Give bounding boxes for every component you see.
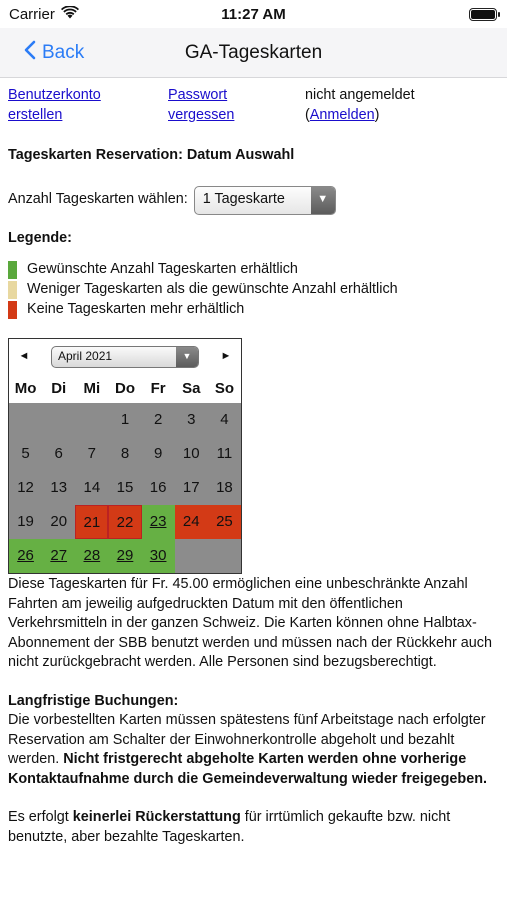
chevron-left-icon [24,40,36,66]
long-term-section [8,692,501,790]
main-content [0,78,507,847]
calendar-day [42,403,75,437]
legend-text: Gewünschte Anzahl Tageskarten erhältlich [27,261,298,278]
calendar-day-unavailable: 25 [208,505,241,539]
quantity-selected: 1 Tageskarte [202,191,285,208]
calendar [8,338,242,574]
calendar-day-unavailable: 21 [75,505,108,539]
calendar-day: 5 [9,437,42,471]
legend-swatch-red [8,301,17,319]
calendar-day: 8 [108,437,141,471]
calendar-day: 12 [9,471,42,505]
calendar-day: 11 [208,437,241,471]
calendar-week [9,471,241,505]
calendar-week [9,437,241,471]
refund-text: Es erfolgt keinerlei Rückerstattung für irrtümlich gekaufte bzw. nicht benutzte, aber bezahlte Tageskarten. [8,809,451,845]
legend-text: Keine Tageskarten mehr erhältlich [27,301,245,318]
prev-month-button[interactable]: ◄ [18,350,30,363]
calendar-day: 20 [42,505,75,539]
status-bar [0,0,507,28]
month-select[interactable] [51,346,199,368]
weekday-label: Mi [83,380,101,397]
calendar-day: 19 [9,505,42,539]
calendar-day-available[interactable]: 30 [142,539,175,573]
calendar-day: 9 [142,437,175,471]
weekday-label: Mo [14,380,37,397]
description-text: Diese Tageskarten für Fr. 45.00 ermöglichen eine unbeschränkte Anzahl Fahrten am jeweilig aufgedruckten Datum mit den öffentlichen Verkehrsmitteln in der ganzen Schweiz. Die Karten können ohne Halbtax-Abonnement der SBB benutzt werden und müssen nach der Rückkehr auch nicht zurückgebracht werden. Alle Personen sind bezugsberechtigt. [8,576,492,670]
legend-swatch-green [8,261,17,279]
calendar-nav [9,339,241,375]
legend-title: Legende: [8,229,72,246]
calendar-day: 6 [42,437,75,471]
login-status: nicht angemeldet (Anmelden) [305,87,415,123]
calendar-day-available[interactable]: 29 [108,539,141,573]
legend [8,260,501,320]
month-selected: April 2021 [58,349,113,364]
back-label: Back [42,41,85,63]
login-status-text: nicht angemeldet [305,87,415,103]
calendar-day [208,539,241,573]
carrier-area [9,6,79,23]
calendar-week [9,505,241,539]
page-title: GA-Tageskarten [184,41,323,63]
calendar-day-unavailable: 22 [108,505,141,539]
back-button[interactable] [0,40,84,66]
chevron-down-icon: ▼ [311,187,335,214]
calendar-day: 2 [142,403,175,437]
calendar-day: 10 [175,437,208,471]
create-account-link[interactable]: Benutzerkonto erstellen [8,87,101,123]
weekday-label: So [214,380,234,397]
legend-item [8,260,501,280]
calendar-day: 1 [108,403,141,437]
clock: 11:27 AM [221,5,286,23]
calendar-day-available[interactable]: 23 [142,505,175,539]
calendar-day: 16 [142,471,175,505]
navigation-bar [0,28,507,78]
long-term-title: Langfristige Buchungen: [8,692,179,709]
weekday-header [9,375,241,403]
calendar-day: 3 [175,403,208,437]
weekday-label: Fr [150,380,166,397]
calendar-week [9,539,241,573]
calendar-day: 15 [108,471,141,505]
long-term-text: Die vorbestellten Karten müssen spätestens fünf Arbeitstage nach erfolgter Reservation am Schalter der Einwohnerkontrolle abgeholt und bezahlt werden. Nicht fristgerecht abgeholte Karten werden ohne vorherige Kontaktaufnahme durch die Gemeindeverwaltung wieder freigegeben. [8,712,487,787]
weekday-label: Di [51,380,67,397]
legend-item [8,280,501,300]
legend-item [8,300,501,320]
calendar-day [75,403,108,437]
weekday-label: Do [114,380,135,397]
calendar-day [175,539,208,573]
quantity-label: Anzahl Tageskarten wählen: [8,191,188,208]
legend-swatch-yellow [8,281,17,299]
calendar-day-available[interactable]: 26 [9,539,42,573]
carrier-label: Carrier [9,5,55,23]
calendar-day: 17 [175,471,208,505]
quantity-select[interactable] [194,186,336,215]
calendar-day: 7 [75,437,108,471]
battery-icon [469,8,497,21]
forgot-password-link[interactable]: Passwort vergessen [168,87,235,123]
next-month-button[interactable]: ► [220,350,232,363]
weekday-label: Sa [182,380,201,397]
legend-text: Weniger Tageskarten als die gewünschte Anzahl erhältlich [27,281,398,298]
calendar-day-available[interactable]: 28 [75,539,108,573]
calendar-day: 13 [42,471,75,505]
reservation-heading: Tageskarten Reservation: Datum Auswahl [8,147,295,163]
account-links [8,86,501,125]
wifi-icon [61,6,79,23]
calendar-day: 18 [208,471,241,505]
calendar-week [9,403,241,437]
calendar-day: 4 [208,403,241,437]
login-link[interactable]: Anmelden [309,106,375,123]
calendar-day-available[interactable]: 27 [42,539,75,573]
calendar-day-unavailable: 24 [175,505,208,539]
quantity-row [8,186,501,215]
calendar-day: 14 [75,471,108,505]
chevron-down-icon: ▼ [176,347,198,367]
calendar-day [9,403,42,437]
